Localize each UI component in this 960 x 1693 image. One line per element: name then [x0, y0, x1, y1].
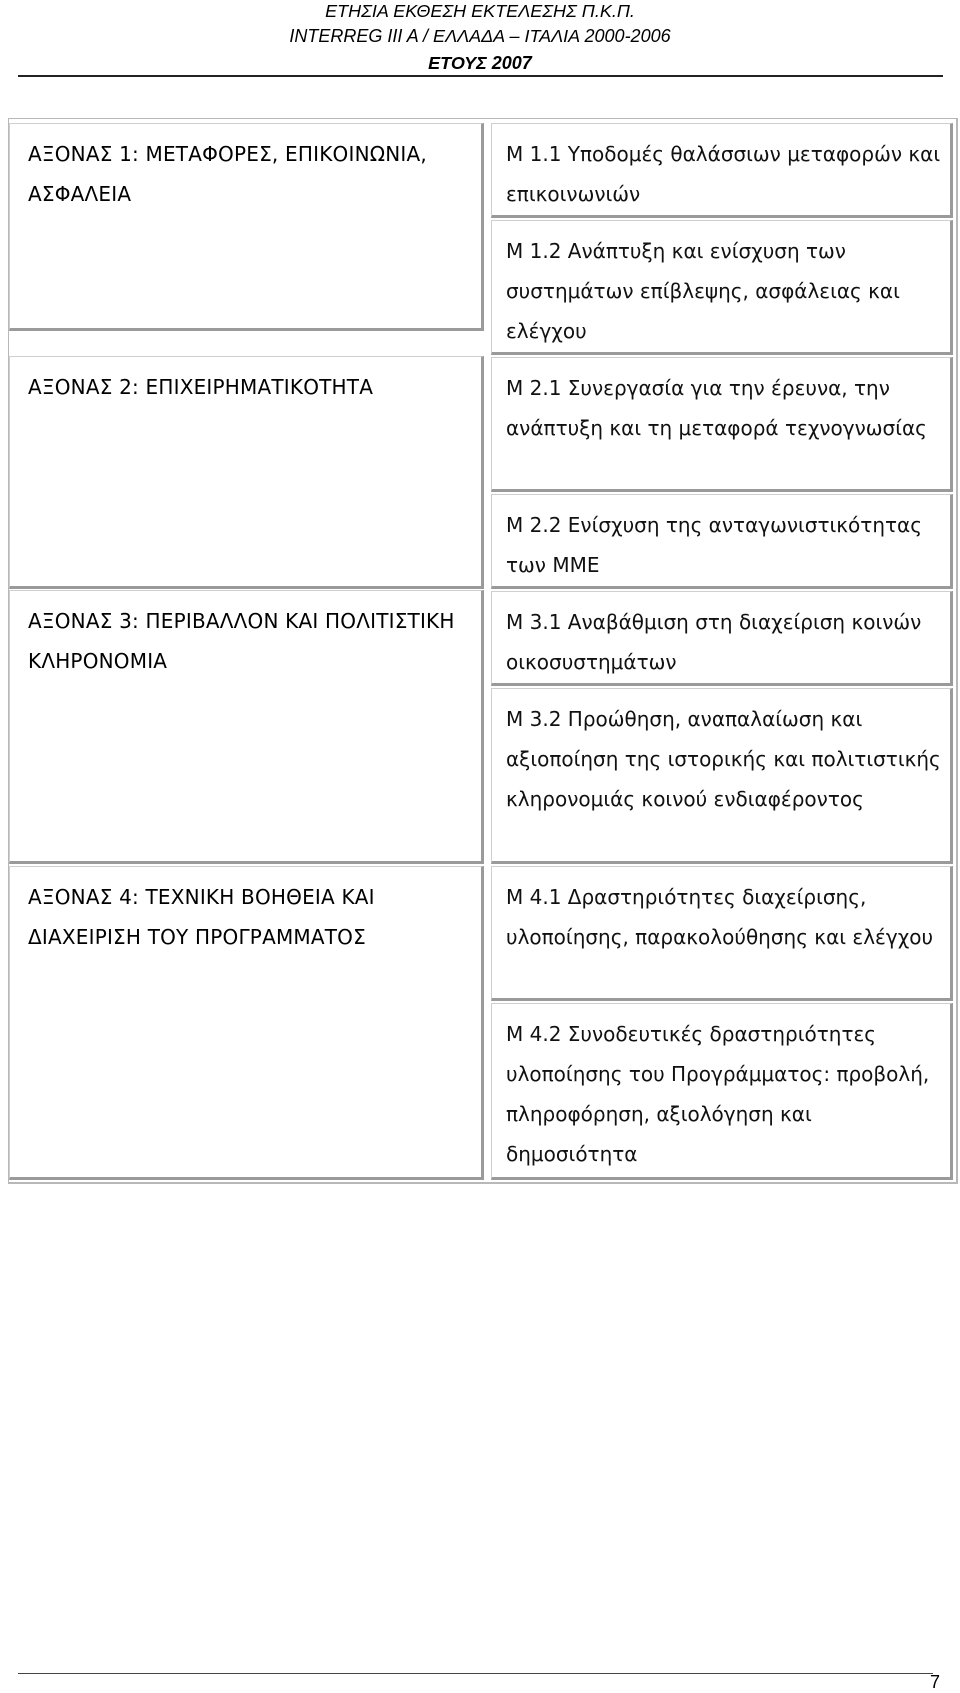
measure-3-2: Μ 3.2 Προώθηση, αναπαλαίωση και αξιοποίηση της ιστορικής και πολιτιστικής κληρονομιάς κοινού ενδιαφέροντος — [506, 707, 941, 811]
measure-cell-4-1 — [491, 866, 953, 1001]
measure-2-1: Μ 2.1 Συνεργασία για την έρευνα, την ανάπτυξη και τη μεταφορά τεχνογνωσίας — [506, 376, 927, 440]
program-name: INTERREG III A / ΕΛΛΑΔΑ – ΙΤΑΛΙΑ 2000-2006 — [289, 26, 671, 46]
header-divider — [18, 75, 943, 77]
measure-cell-3-2 — [491, 688, 953, 864]
axis-cell-2 — [9, 356, 484, 589]
measure-2-2: Μ 2.2 Ενίσχυση της ανταγωνιστικότητας των ΜΜΕ — [506, 513, 922, 577]
report-year: ΕΤΟΥΣ 2007 — [428, 53, 532, 73]
measure-cell-2-2 — [491, 494, 953, 589]
measure-3-1: Μ 3.1 Αναβάθμιση στη διαχείριση κοινών οικοσυστημάτων — [506, 610, 922, 674]
axis-title-2: ΑΞΟΝΑΣ 2: ΕΠΙΧΕΙΡΗΜΑΤΙΚΟΤΗΤΑ — [28, 375, 374, 399]
axis-title-3: ΑΞΟΝΑΣ 3: ΠΕΡΙΒΑΛΛΟΝ ΚΑΙ ΠΟΛΙΤΙΣΤΙΚΗ ΚΛΗΡΟΝΟΜΙΑ — [28, 609, 455, 673]
measure-4-2: Μ 4.2 Συνοδευτικές δραστηριότητες υλοποίησης του Προγράμματος: προβολή, πληροφόρηση, αξιολόγηση και δημοσιότητα — [506, 1022, 930, 1166]
axis-cell-4 — [9, 866, 484, 1180]
axis-cell-3 — [9, 590, 484, 864]
measure-1-2: Μ 1.2 Ανάπτυξη και ενίσχυση των συστημάτων επίβλεψης, ασφάλειας και ελέγχου — [506, 239, 900, 343]
measure-cell-3-1 — [491, 591, 953, 686]
report-title: ΕΤΗΣΙΑ ΕΚΘΕΣΗ ΕΚΤΕΛΕΣΗΣ Π.Κ.Π. — [325, 1, 635, 21]
measure-cell-1-1 — [491, 123, 953, 218]
axis-title-1: ΑΞΟΝΑΣ 1: ΜΕΤΑΦΟΡΕΣ, ΕΠΙΚΟΙΝΩΝΙΑ, ΑΣΦΑΛΕΙΑ — [28, 142, 427, 206]
measure-cell-1-2 — [491, 220, 953, 355]
measure-1-1: Μ 1.1 Υποδομές θαλάσσιων μεταφορών και επικοινωνιών — [506, 142, 941, 206]
footer-divider — [18, 1673, 933, 1674]
measure-cell-4-2 — [491, 1003, 953, 1180]
measure-cell-2-1 — [491, 357, 953, 492]
page-number: 7 — [929, 1672, 940, 1692]
axis-cell-1 — [9, 123, 484, 331]
axis-title-4: ΑΞΟΝΑΣ 4: ΤΕΧΝΙΚΗ ΒΟΗΘΕΙΑ ΚΑΙ ΔΙΑΧΕΙΡΙΣΗ ΤΟΥ ΠΡΟΓΡΑΜΜΑΤΟΣ — [28, 885, 375, 949]
measure-4-1: Μ 4.1 Δραστηριότητες διαχείρισης, υλοποίησης, παρακολούθησης και ελέγχου — [506, 885, 934, 949]
